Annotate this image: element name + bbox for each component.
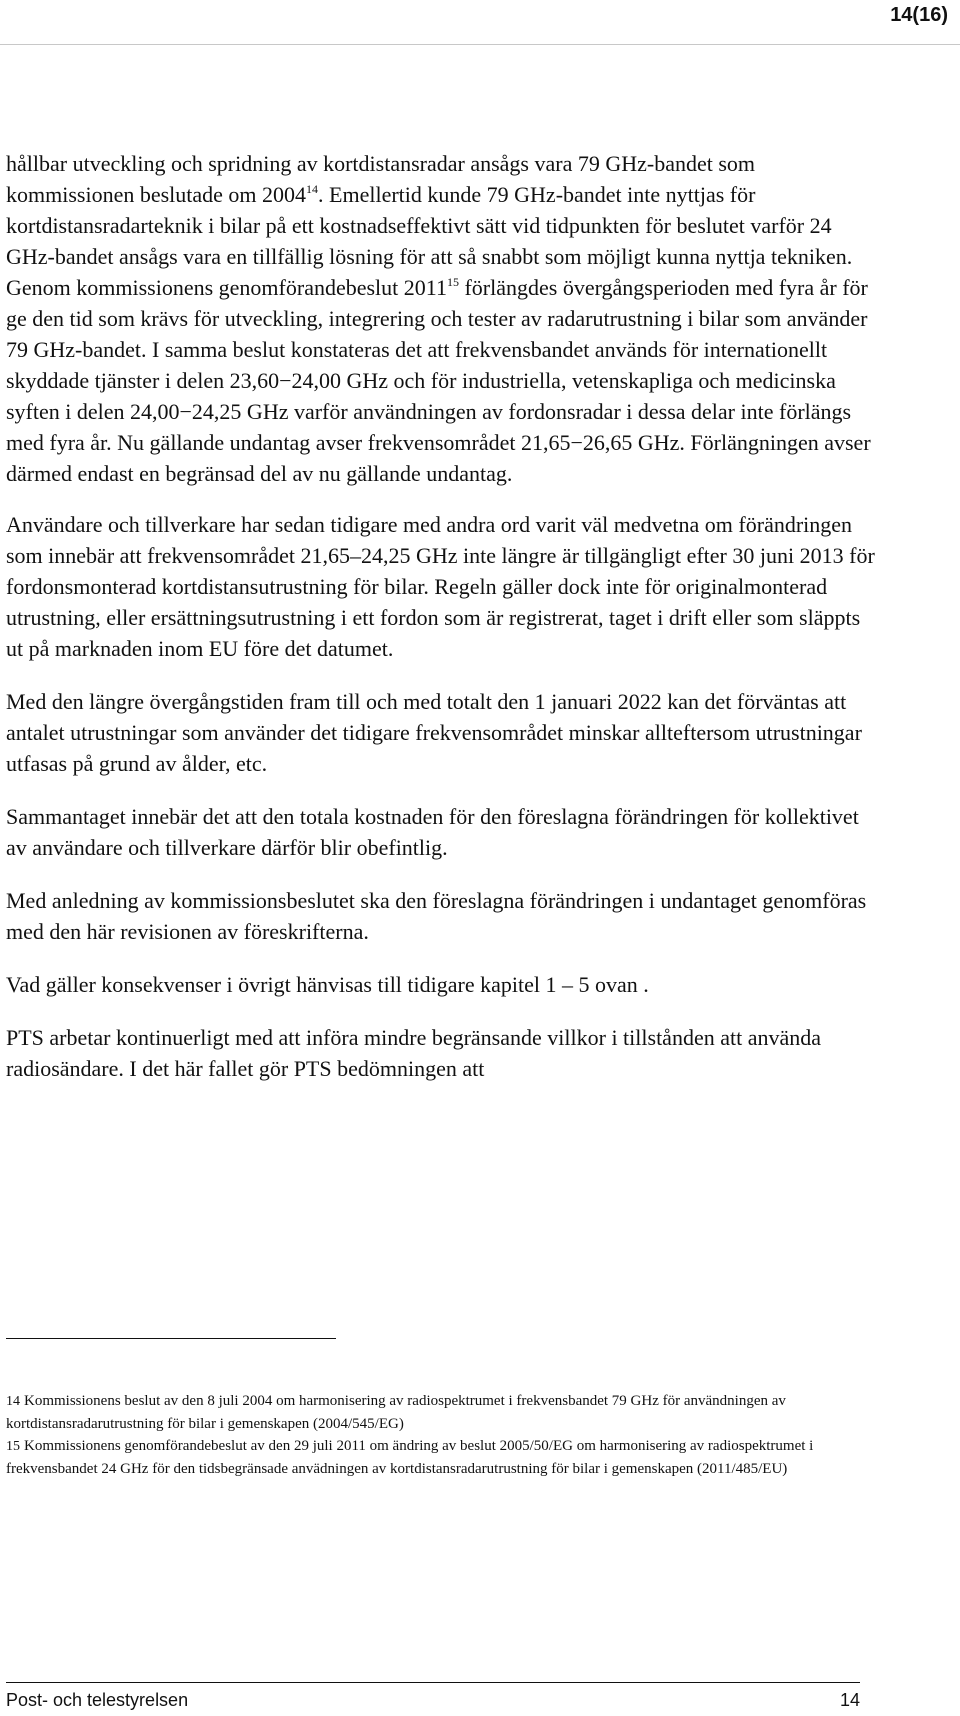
- footnote-separator: [6, 1338, 336, 1339]
- footer-divider: [6, 1682, 860, 1683]
- paragraph-1-part-b: . Emellertid kunde 79 GHz-bandet inte nyttjas för kortdistansradarteknik i bilar på ett kostnadseffektivt sätt vid tidpunkten för beslutet varför 24 GHz-bandet ansågs vara en tillfällig lösning för att så snabbt som möjligt kunna nyttja tekniken. Genom kommissionens genomförandebeslut 2011: [6, 182, 853, 300]
- paragraph-4: Sammantaget innebär det att den totala kostnaden för den föreslagna förändringen för kollektivet av användare och tillverkare därför blir obefintlig.: [6, 804, 859, 860]
- footnote-14: [6, 1390, 866, 1435]
- footnote-ref-14[interactable]: 14: [306, 182, 319, 196]
- footer-organization: Post- och telestyrelsen: [6, 1690, 189, 1710]
- footnote-text: Kommissionens beslut av den 8 juli 2004 om harmonisering av radiospektrumet i frekvensbandet 79 GHz för användningen av kortdistansradarutrustning för bilar i gemenskapen (2004/545/EG): [6, 1393, 786, 1432]
- footnote-15: [6, 1435, 866, 1480]
- footnote-ref-15[interactable]: 15: [446, 275, 459, 289]
- body-text: [6, 148, 876, 1084]
- footnote-number: 14: [6, 1394, 20, 1409]
- footer-page-number: 14: [839, 1690, 860, 1710]
- paragraph-7: PTS arbetar kontinuerligt med att införa mindre begränsande villkor i tillstånden att använda radiosändare. I det här fallet gör PTS bedömningen att: [6, 1025, 821, 1081]
- paragraph-1-part-a: hållbar utveckling och spridning av kortdistansradar ansågs vara 79 GHz-bandet som kommissionen beslutade om 2004: [6, 151, 756, 207]
- paragraph-1-part-c: förlängdes övergångsperioden med fyra år för ge den tid som krävs för utveckling, integrering och tester av radarutrustning i bilar som använder 79 GHz-bandet. I samma beslut konstateras det att frekvensbandet används för internationellt skyddade tjänster i delen 23,60−24,00 GHz och för industriella, vetenskapliga och medicinska syften i delen 24,00−24,25 GHz varför användningen av fordonsradar i dessa delar inte förlängs med fyra år. Nu gällande undantag avser frekvensområdet 21,65−26,65 GHz. Förlängningen avser därmed endast en begränsad del av nu gällande undantag.: [6, 275, 871, 486]
- paragraph-3: Med den längre övergångstiden fram till och med totalt den 1 januari 2022 kan det förväntas att antalet utrustningar som använder det tidigare frekvensområdet minskar allteftersom utrustningar utfasas på grund av ålder, etc.: [6, 689, 862, 776]
- page-header: [0, 0, 960, 45]
- footnote-text: Kommissionens genomförandebeslut av den 29 juli 2011 om ändring av beslut 2005/50/EG om harmonisering av radiospektrumet i frekvensbandet 24 GHz för den tidsbegränsade anvädningen av kortdistansradarutrustning för bilar i gemenskapen (2011/485/EU): [6, 1438, 814, 1477]
- page-footer: [6, 1690, 860, 1714]
- footnote-number: 15: [6, 1439, 20, 1454]
- footnotes: [6, 1390, 866, 1480]
- paragraph-5: Med anledning av kommissionsbeslutet ska den föreslagna förändringen i undantaget genomföras med den här revisionen av föreskrifterna.: [6, 888, 867, 944]
- page-number: 14(16): [890, 4, 948, 26]
- paragraph-6: Vad gäller konsekvenser i övrigt hänvisas till tidigare kapitel 1 – 5 ovan .: [6, 972, 649, 997]
- paragraph-1: [6, 148, 876, 489]
- paragraph-2: Användare och tillverkare har sedan tidigare med andra ord varit väl medvetna om förändringen som innebär att frekvensområdet 21,65–24,25 GHz inte längre är tillgängligt efter 30 juni 2013 för fordonsmonterad kortdistansutrustning för bilar. Regeln gäller dock inte för originalmonterad utrustning, eller ersättningsutrustning i ett fordon som är registrerat, taget i drift eller som släppts ut på marknaden inom EU före det datumet.: [6, 512, 875, 661]
